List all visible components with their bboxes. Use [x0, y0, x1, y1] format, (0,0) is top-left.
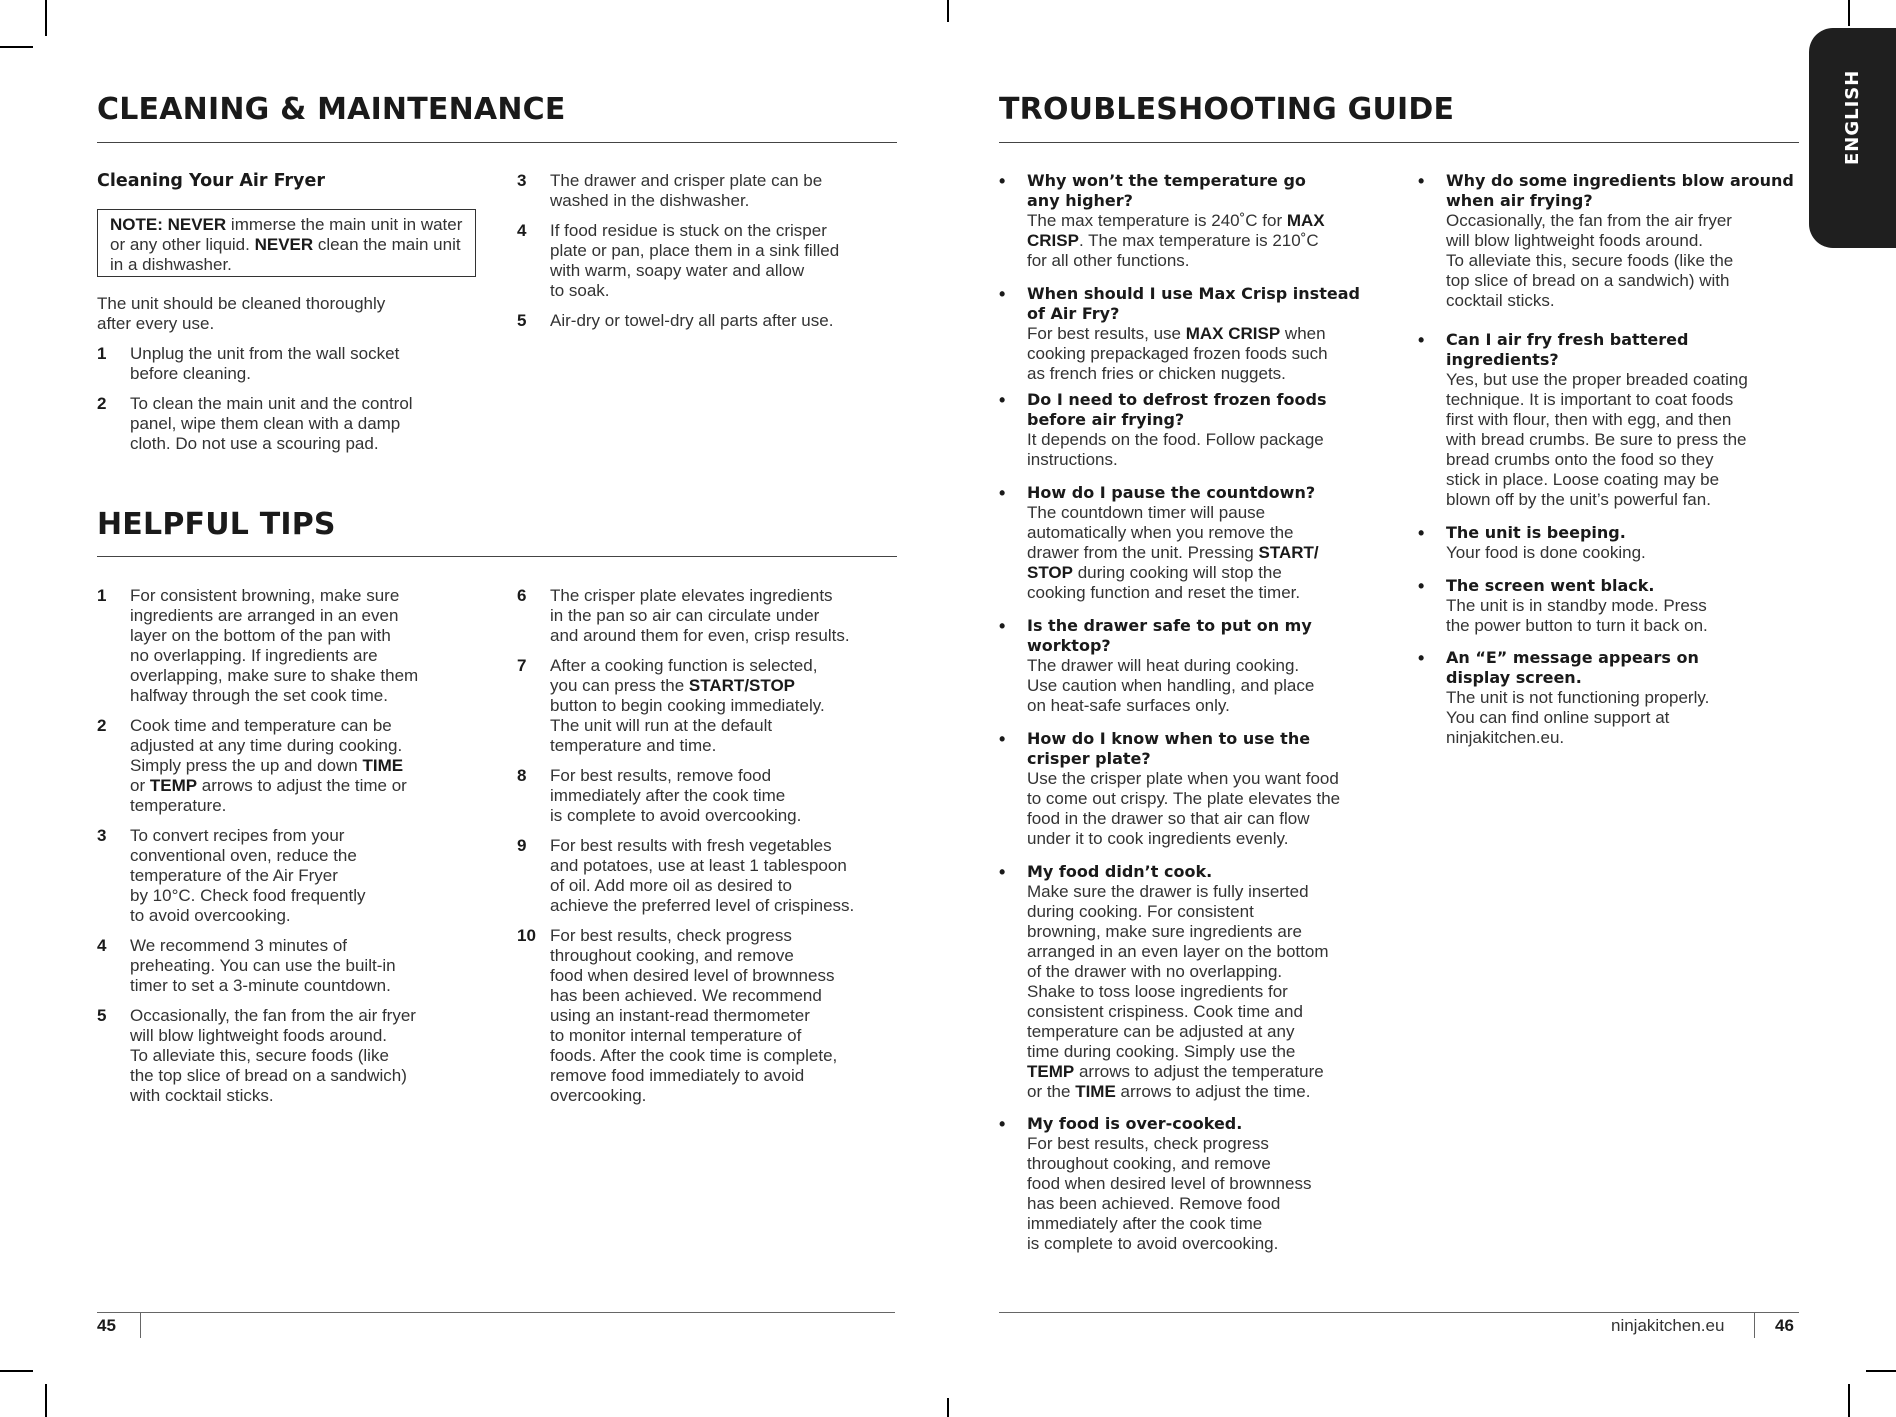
- step-number: 1: [97, 344, 107, 363]
- tip-line: the top slice of bread on a sandwich): [130, 1066, 407, 1085]
- tip-line: you can press the START/STOP: [550, 676, 796, 695]
- crop-mark: [947, 1398, 949, 1417]
- tip-number: 2: [97, 716, 107, 735]
- faq-answer: ninjakitchen.eu.: [1446, 728, 1565, 747]
- faq-question: before air frying?: [1027, 410, 1185, 429]
- faq-answer: The unit is in standby mode. Press: [1446, 596, 1707, 615]
- faq-answer: Yes, but use the proper breaded coating: [1446, 370, 1748, 389]
- page-number-right: 46: [1775, 1316, 1794, 1335]
- footer-divider: [1754, 1312, 1755, 1338]
- step-line: to soak.: [550, 281, 610, 300]
- note-lead: NOTE: NEVER: [110, 215, 227, 234]
- faq-answer: or the TIME arrows to adjust the time.: [1027, 1082, 1311, 1101]
- faq-answer: The drawer will heat during cooking.: [1027, 656, 1300, 675]
- faq-answer: for all other functions.: [1027, 251, 1190, 270]
- title-rule: [97, 556, 897, 557]
- faq-answer: of the drawer with no overlapping.: [1027, 962, 1283, 981]
- tip-number: 7: [517, 656, 527, 675]
- faq-answer: For best results, use MAX CRISP when: [1027, 324, 1326, 343]
- tip-line: For consistent browning, make sure: [130, 586, 400, 605]
- faq-question: Is the drawer safe to put on my: [1027, 616, 1312, 635]
- faq-question: ingredients?: [1446, 350, 1559, 369]
- tip-text: [550, 836, 920, 916]
- faq-item: [1446, 648, 1806, 748]
- website-url: ninjakitchen.eu: [1611, 1316, 1725, 1335]
- language-tab-label: ENGLISH: [1842, 69, 1863, 165]
- tip-line: For best results, remove food: [550, 766, 772, 785]
- note-text-1: immerse the main unit in water or any other liquid.: [110, 215, 463, 254]
- note-text-2: clean the main unit in a dishwasher.: [110, 235, 461, 274]
- tip-line: The unit will run at the default: [550, 716, 773, 735]
- crop-mark: [1848, 0, 1850, 26]
- faq-question: any higher?: [1027, 191, 1133, 210]
- tip-line: For best results with fresh vegetables: [550, 836, 832, 855]
- faq-answer: with bread crumbs. Be sure to press the: [1446, 430, 1747, 449]
- bullet-icon: •: [999, 1114, 1006, 1134]
- subheading-cleaning: Cleaning Your Air Fryer: [97, 171, 325, 191]
- faq-answer: top slice of bread on a sandwich) with: [1446, 271, 1730, 290]
- faq-answer: time during cooking. Simply use the: [1027, 1042, 1296, 1061]
- tip-line: temperature and time.: [550, 736, 717, 755]
- step-line: before cleaning.: [130, 364, 251, 383]
- step-line: Air-dry or towel-dry all parts after use.: [550, 311, 834, 330]
- faq-answer: instructions.: [1027, 450, 1118, 469]
- tip-text: [130, 716, 500, 816]
- bullet-icon: •: [1418, 330, 1425, 350]
- tip-text: [550, 766, 920, 826]
- faq-question: Can I air fry fresh battered: [1446, 330, 1689, 349]
- faq-answer: STOP during cooking will stop the: [1027, 563, 1282, 582]
- faq-question: display screen.: [1446, 668, 1582, 687]
- faq-answer: as french fries or chicken nuggets.: [1027, 364, 1286, 383]
- tip-line: temperature of the Air Fryer: [130, 866, 338, 885]
- faq-answer: Use the crisper plate when you want food: [1027, 769, 1339, 788]
- footer-rule: [97, 1312, 895, 1313]
- tip-line: To convert recipes from your: [130, 826, 345, 845]
- faq-answer: temperature can be adjusted at any: [1027, 1022, 1295, 1041]
- faq-answer: blown off by the unit’s powerful fan.: [1446, 490, 1711, 509]
- step-line: plate or pan, place them in a sink filled: [550, 241, 840, 260]
- faq-answer: has been achieved. Remove food: [1027, 1194, 1281, 1213]
- faq-question: How do I know when to use the: [1027, 729, 1311, 748]
- faq-answer: under it to cook ingredients evenly.: [1027, 829, 1289, 848]
- faq-answer: browning, make sure ingredients are: [1027, 922, 1302, 941]
- faq-answer: during cooking. For consistent: [1027, 902, 1254, 921]
- step-line: washed in the dishwasher.: [550, 191, 750, 210]
- step-text: [550, 171, 900, 211]
- tip-text: [130, 1006, 500, 1106]
- faq-answer: You can find online support at: [1446, 708, 1670, 727]
- crop-mark: [45, 0, 47, 36]
- tip-line: Simply press the up and down TIME: [130, 756, 404, 775]
- faq-answer: consistent crispiness. Cook time and: [1027, 1002, 1303, 1021]
- step-line: If food residue is stuck on the crisper: [550, 221, 827, 240]
- tip-line: halfway through the set cook time.: [130, 686, 388, 705]
- faq-answer: food in the drawer so that air can flow: [1027, 809, 1310, 828]
- bullet-icon: •: [1418, 171, 1425, 191]
- tip-number: 6: [517, 586, 527, 605]
- step-text: [550, 221, 900, 301]
- tip-number: 5: [97, 1006, 107, 1025]
- faq-answer: stick in place. Loose coating may be: [1446, 470, 1720, 489]
- crop-mark: [1848, 1384, 1850, 1417]
- tip-line: foods. After the cook time is complete,: [550, 1046, 838, 1065]
- faq-question: My food didn’t cook.: [1027, 862, 1213, 881]
- tip-line: is complete to avoid overcooking.: [550, 806, 802, 825]
- tip-text: [130, 586, 500, 706]
- faq-answer: throughout cooking, and remove: [1027, 1154, 1271, 1173]
- intro-line: The unit should be cleaned thoroughly: [97, 294, 386, 313]
- note-keyword: NEVER: [254, 235, 314, 254]
- footer-rule: [999, 1312, 1799, 1313]
- faq-answer: technique. It is important to coat foods: [1446, 390, 1734, 409]
- step-number: 2: [97, 394, 107, 413]
- tip-line: layer on the bottom of the pan with: [130, 626, 391, 645]
- faq-answer: will blow lightweight foods around.: [1446, 231, 1704, 250]
- tip-line: preheating. You can use the built-in: [130, 956, 396, 975]
- crop-mark: [947, 0, 949, 22]
- faq-item: [1446, 576, 1806, 636]
- tip-number: 9: [517, 836, 527, 855]
- crop-mark: [0, 46, 33, 48]
- tip-number: 10: [517, 926, 536, 945]
- tip-line: remove food immediately to avoid: [550, 1066, 805, 1085]
- tip-text: [550, 586, 920, 646]
- tip-line: ingredients are arranged in an even: [130, 606, 399, 625]
- step-line: cloth. Do not use a scouring pad.: [130, 434, 379, 453]
- faq-answer: Shake to toss loose ingredients for: [1027, 982, 1288, 1001]
- faq-answer: immediately after the cook time: [1027, 1214, 1263, 1233]
- faq-question: The screen went black.: [1446, 576, 1655, 595]
- tip-line: with cocktail sticks.: [130, 1086, 274, 1105]
- crop-mark: [1866, 1370, 1896, 1372]
- section-title-cleaning: CLEANING & MAINTENANCE: [97, 92, 566, 127]
- faq-item: [1027, 284, 1387, 384]
- bullet-icon: •: [999, 171, 1006, 191]
- faq-question: How do I pause the countdown?: [1027, 483, 1316, 502]
- crop-mark: [0, 1370, 33, 1372]
- tip-line: timer to set a 3-minute countdown.: [130, 976, 391, 995]
- faq-item: [1027, 862, 1387, 1102]
- step-text: [130, 344, 480, 384]
- tip-text: [550, 926, 920, 1106]
- tip-line: to avoid overcooking.: [130, 906, 291, 925]
- tip-line: or TEMP arrows to adjust the time or: [130, 776, 407, 795]
- faq-item: [1027, 616, 1387, 716]
- faq-answer: cocktail sticks.: [1446, 291, 1555, 310]
- bullet-icon: •: [1418, 648, 1425, 668]
- tip-line: in the pan so air can circulate under: [550, 606, 820, 625]
- faq-answer: CRISP. The max temperature is 210˚C: [1027, 231, 1319, 250]
- faq-answer: The unit is not functioning properly.: [1446, 688, 1710, 707]
- tip-line: Occasionally, the fan from the air fryer: [130, 1006, 416, 1025]
- faq-answer: bread crumbs onto the food so they: [1446, 450, 1714, 469]
- bullet-icon: •: [1418, 523, 1425, 543]
- tip-text: [130, 936, 500, 996]
- step-line: with warm, soapy water and allow: [550, 261, 805, 280]
- bullet-icon: •: [999, 390, 1006, 410]
- tip-line: overlapping, make sure to shake them: [130, 666, 419, 685]
- faq-answer: on heat-safe surfaces only.: [1027, 696, 1230, 715]
- tip-line: achieve the preferred level of crispiness.: [550, 896, 855, 915]
- tip-line: Cook time and temperature can be: [130, 716, 392, 735]
- step-line: panel, wipe them clean with a damp: [130, 414, 401, 433]
- faq-answer: The countdown timer will pause: [1027, 503, 1266, 522]
- tip-line: food when desired level of brownness: [550, 966, 835, 985]
- footer-divider: [140, 1312, 141, 1338]
- faq-item: [1446, 523, 1806, 563]
- tip-text: [130, 826, 500, 926]
- tip-line: no overlapping. If ingredients are: [130, 646, 378, 665]
- tip-line: temperature.: [130, 796, 227, 815]
- tip-number: 3: [97, 826, 107, 845]
- faq-question: crisper plate?: [1027, 749, 1151, 768]
- faq-answer: the power button to turn it back on.: [1446, 616, 1708, 635]
- crop-mark: [45, 1384, 47, 1417]
- tip-line: to monitor internal temperature of: [550, 1026, 802, 1045]
- faq-answer: To alleviate this, secure foods (like the: [1446, 251, 1734, 270]
- tip-line: After a cooking function is selected,: [550, 656, 818, 675]
- tip-number: 4: [97, 936, 107, 955]
- tip-text: [550, 656, 920, 756]
- bullet-icon: •: [999, 862, 1006, 882]
- faq-question: When should I use Max Crisp instead: [1027, 284, 1360, 303]
- faq-item: [1446, 171, 1806, 311]
- note-box: [97, 209, 476, 277]
- faq-question: The unit is beeping.: [1446, 523, 1626, 542]
- step-number: 5: [517, 311, 527, 330]
- step-line: Unplug the unit from the wall socket: [130, 344, 400, 363]
- section-title-tips: HELPFUL TIPS: [97, 507, 336, 542]
- faq-answer: arranged in an even layer on the bottom: [1027, 942, 1329, 961]
- tip-line: will blow lightweight foods around.: [130, 1026, 388, 1045]
- faq-answer: drawer from the unit. Pressing START/: [1027, 543, 1319, 562]
- section-title-troubleshooting: TROUBLESHOOTING GUIDE: [999, 92, 1455, 127]
- step-number: 3: [517, 171, 527, 190]
- tip-line: using an instant-read thermometer: [550, 1006, 810, 1025]
- tip-line: by 10°C. Check food frequently: [130, 886, 366, 905]
- faq-question: Why do some ingredients blow around: [1446, 171, 1794, 190]
- intro-line: after every use.: [97, 314, 215, 333]
- faq-answer: It depends on the food. Follow package: [1027, 430, 1324, 449]
- step-text: [550, 311, 900, 331]
- faq-answer: first with flour, then with egg, and then: [1446, 410, 1732, 429]
- tip-line: of oil. Add more oil as desired to: [550, 876, 792, 895]
- tip-number: 1: [97, 586, 107, 605]
- tip-line: overcooking.: [550, 1086, 647, 1105]
- faq-question: An “E” message appears on: [1446, 648, 1699, 667]
- tip-line: For best results, check progress: [550, 926, 792, 945]
- faq-answer: TEMP arrows to adjust the temperature: [1027, 1062, 1324, 1081]
- faq-answer: Use caution when handling, and place: [1027, 676, 1315, 695]
- cleaning-intro: [97, 294, 477, 334]
- faq-item: [1027, 483, 1387, 603]
- faq-answer: is complete to avoid overcooking.: [1027, 1234, 1279, 1253]
- bullet-icon: •: [1418, 576, 1425, 596]
- faq-item: [1027, 171, 1387, 271]
- tip-line: and around them for even, crisp results.: [550, 626, 850, 645]
- faq-question: My food is over-cooked.: [1027, 1114, 1243, 1133]
- faq-question: Do I need to defrost frozen foods: [1027, 390, 1327, 409]
- faq-answer: cooking function and reset the timer.: [1027, 583, 1301, 602]
- bullet-icon: •: [999, 284, 1006, 304]
- faq-question: worktop?: [1027, 636, 1111, 655]
- faq-question: when air frying?: [1446, 191, 1593, 210]
- faq-item: [1027, 729, 1387, 849]
- bullet-icon: •: [999, 483, 1006, 503]
- faq-item: [1027, 390, 1387, 470]
- tip-line: adjusted at any time during cooking.: [130, 736, 403, 755]
- bullet-icon: •: [999, 616, 1006, 636]
- step-number: 4: [517, 221, 527, 240]
- bullet-icon: •: [999, 729, 1006, 749]
- faq-question: of Air Fry?: [1027, 304, 1120, 323]
- faq-answer: Occasionally, the fan from the air fryer: [1446, 211, 1732, 230]
- tip-line: We recommend 3 minutes of: [130, 936, 347, 955]
- faq-item: [1027, 1114, 1387, 1254]
- step-text: [130, 394, 480, 454]
- tip-line: has been achieved. We recommend: [550, 986, 822, 1005]
- step-line: To clean the main unit and the control: [130, 394, 413, 413]
- faq-question: Why won’t the temperature go: [1027, 171, 1306, 190]
- faq-answer: For best results, check progress: [1027, 1134, 1269, 1153]
- faq-answer: Make sure the drawer is fully inserted: [1027, 882, 1309, 901]
- tip-number: 8: [517, 766, 527, 785]
- faq-answer: automatically when you remove the: [1027, 523, 1294, 542]
- faq-item: [1446, 330, 1806, 510]
- page-number-left: 45: [97, 1316, 116, 1335]
- title-rule: [97, 142, 897, 143]
- tip-line: and potatoes, use at least 1 tablespoon: [550, 856, 847, 875]
- tip-line: The crisper plate elevates ingredients: [550, 586, 833, 605]
- tip-line: button to begin cooking immediately.: [550, 696, 825, 715]
- tip-line: immediately after the cook time: [550, 786, 786, 805]
- faq-answer: food when desired level of brownness: [1027, 1174, 1312, 1193]
- faq-answer: to come out crispy. The plate elevates the: [1027, 789, 1341, 808]
- faq-answer: cooking prepackaged frozen foods such: [1027, 344, 1328, 363]
- tip-line: To alleviate this, secure foods (like: [130, 1046, 389, 1065]
- tip-line: conventional oven, reduce the: [130, 846, 357, 865]
- faq-answer: The max temperature is 240˚C for MAX: [1027, 211, 1325, 230]
- tip-line: throughout cooking, and remove: [550, 946, 794, 965]
- step-line: The drawer and crisper plate can be: [550, 171, 823, 190]
- title-rule: [999, 142, 1799, 143]
- faq-answer: Your food is done cooking.: [1446, 543, 1646, 562]
